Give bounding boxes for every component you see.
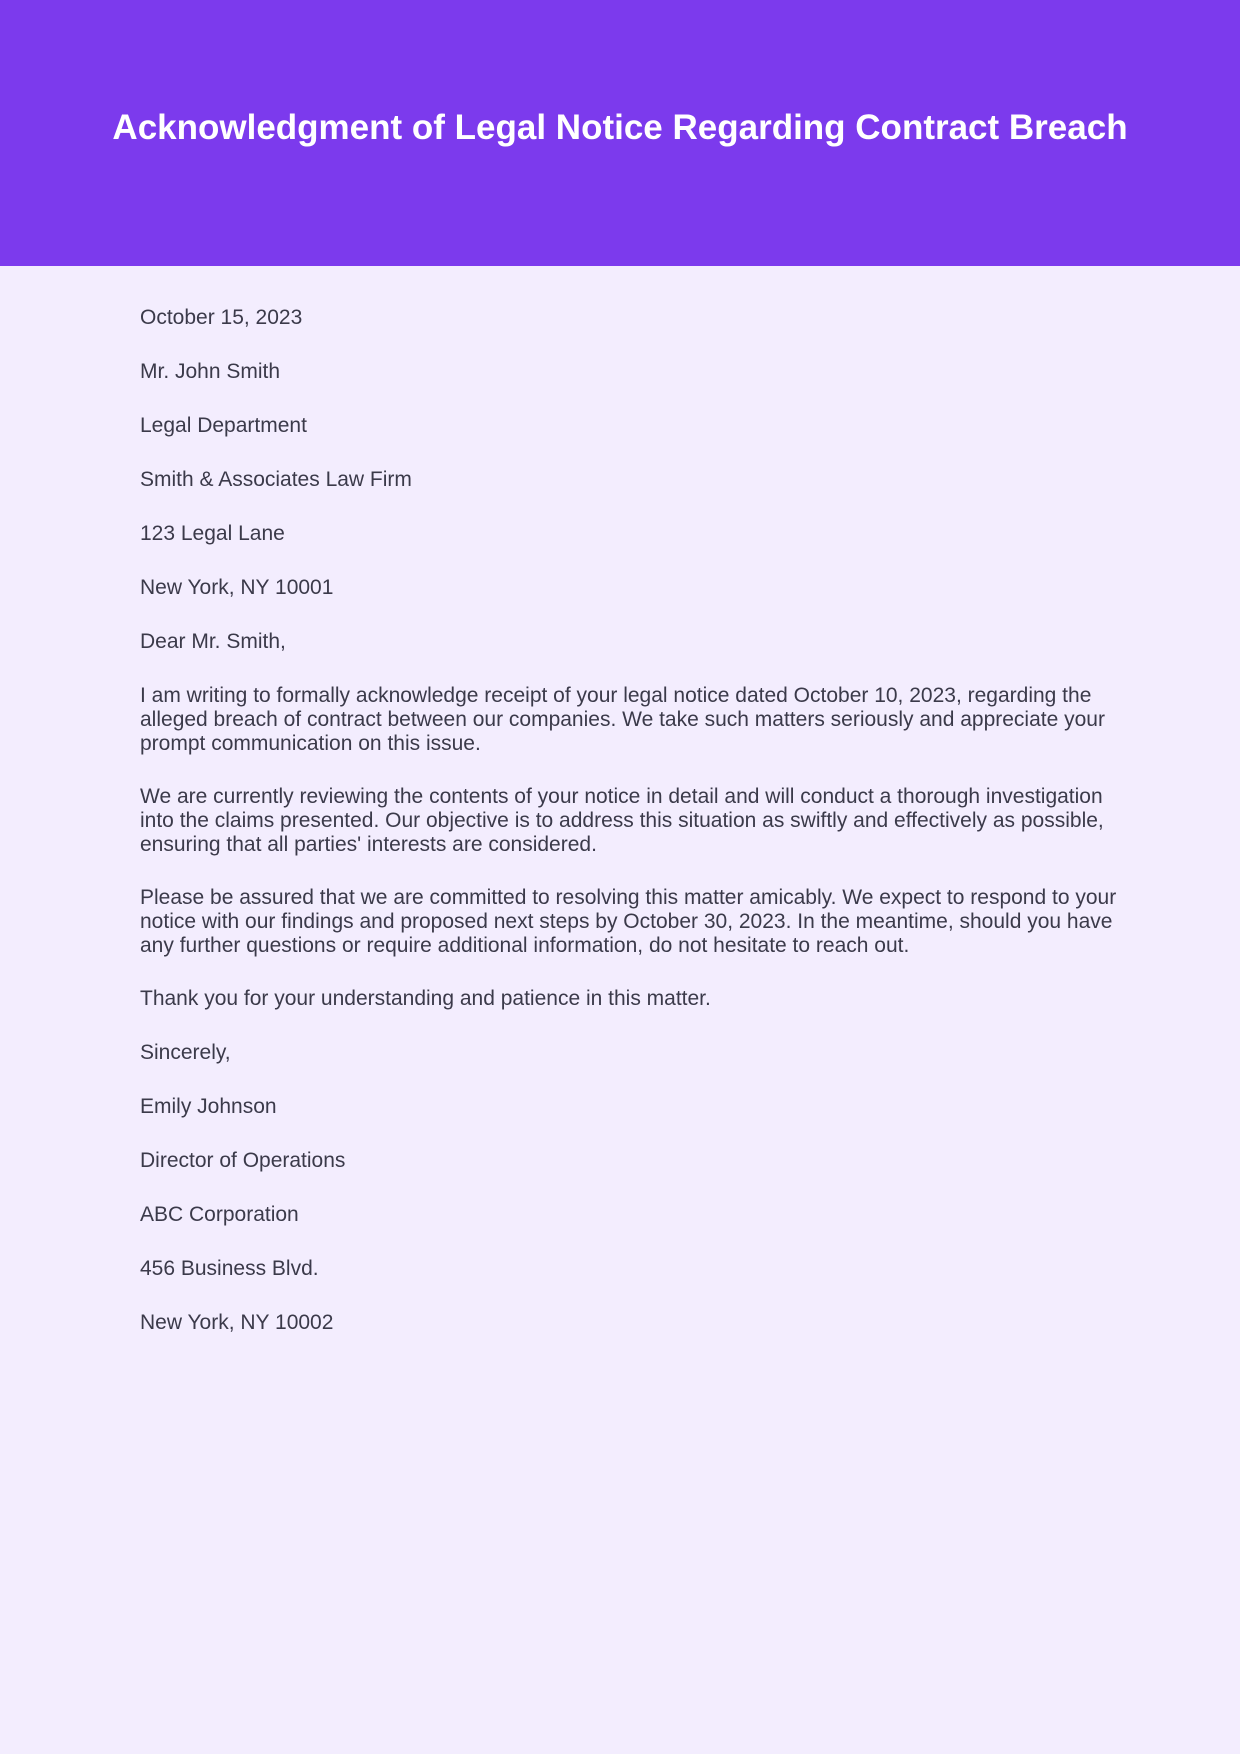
body-paragraph-1: I am writing to formally acknowledge receipt of your legal notice dated October 10, 2023, regarding the alleged breach of contract between our companies. We take such matters seriously and appreciate your prompt communication on this issue.: [140, 684, 1105, 755]
letter-date: October 15, 2023: [140, 306, 303, 329]
sender-company: ABC Corporation: [140, 1203, 299, 1226]
sender-name: Emily Johnson: [140, 1095, 277, 1118]
sender-title: Director of Operations: [140, 1149, 346, 1172]
sender-street: 456 Business Blvd.: [140, 1257, 319, 1280]
recipient-street: 123 Legal Lane: [140, 522, 285, 545]
recipient-firm: Smith & Associates Law Firm: [140, 468, 412, 491]
closing: Sincerely,: [140, 1041, 231, 1064]
sender-city: New York, NY 10002: [140, 1311, 334, 1334]
recipient-department: Legal Department: [140, 414, 307, 437]
recipient-city: New York, NY 10001: [140, 576, 334, 599]
letter-header: [0, 0, 1240, 266]
letter-body: [140, 266, 1130, 1335]
document-title: Acknowledgment of Legal Notice Regarding Contract Breach: [112, 108, 1128, 147]
salutation: Dear Mr. Smith,: [140, 630, 286, 653]
body-paragraph-2: We are currently reviewing the contents of your notice in detail and will conduct a thorough investigation into the claims presented. Our objective is to address this situation as swiftly and effectively as possible, ensuring that all parties' interests are considered.: [140, 785, 1104, 856]
body-paragraph-4: Thank you for your understanding and patience in this matter.: [140, 987, 711, 1010]
recipient-name: Mr. John Smith: [140, 360, 281, 383]
body-paragraph-3: Please be assured that we are committed to resolving this matter amicably. We expect to respond to your notice with our findings and proposed next steps by October 30, 2023. In the meantime, should you have any further questions or require additional information, do not hesitate to reach out.: [140, 886, 1117, 957]
